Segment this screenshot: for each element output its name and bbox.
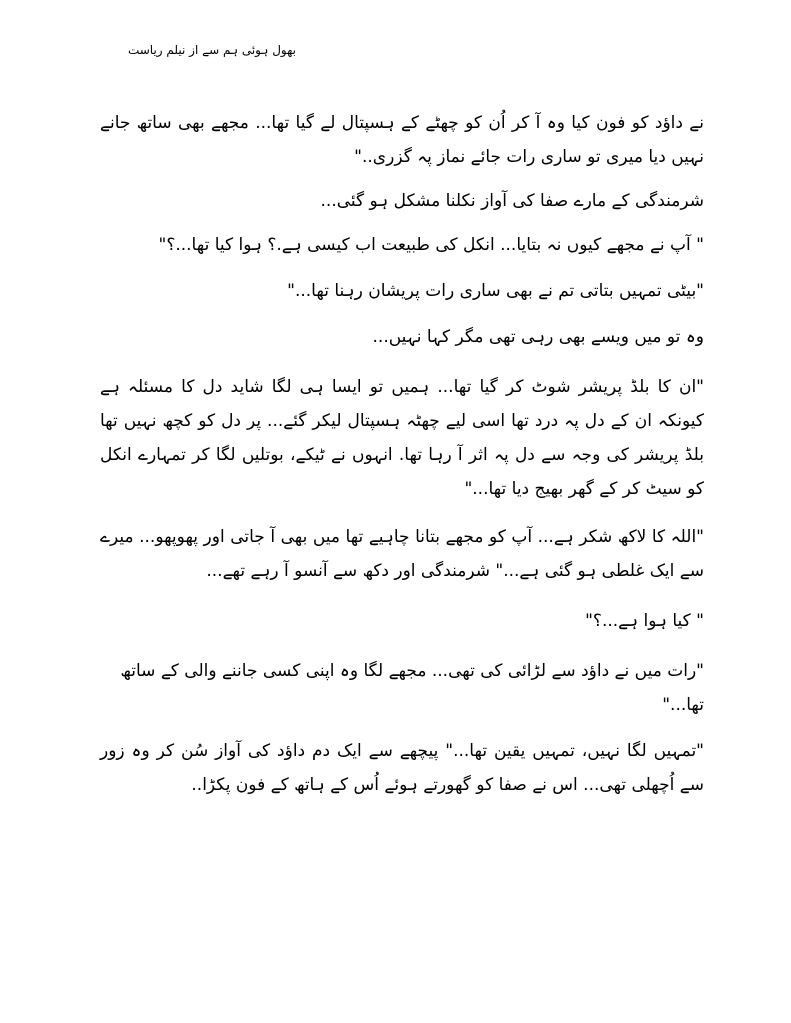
paragraph-3: " آپ نے مجھے کیوں نہ بتایا... انکل کی طبیعت اب کیسی ہے.؟ ہوا کیا تھا...؟" bbox=[158, 235, 704, 255]
paragraph-1: نے داؤد کو فون کیا وہ آ کر اُن کو چھٹے کے ہسپتال لے گیا تھا... مجھے بھی ساتھ جانے نہیں دیا میری تو ساری رات جائے نماز پہ گزری.." bbox=[100, 113, 704, 167]
paragraph-6: "ان کا بلڈ پریشر شوٹ کر گیا تھا... ہمیں تو ایسا ہی لگا شاید دل کا مسئلہ ہے کیونکہ ان کے دل پہ درد تھا اسی لیے چھٹہ ہسپتال لیکر گئے... پر دل کو کچھ نہیں تھا بلڈ پریشر کی وجہ سے دل پہ اثر آ رہا تھا. انہوں نے ٹیکے، بوتلیں لگا کر تمہارے انکل کو سیٹ کر کے گھر بھیج دیا تھا..." bbox=[100, 377, 704, 499]
paragraph-5: وہ تو میں ویسے بھی رہی تھی مگر کہا نہیں... bbox=[372, 327, 704, 347]
paragraph-8: " کیا ہوا ہے...؟" bbox=[585, 611, 704, 631]
paragraph-10: "تمہیں لگا نہیں، تمہیں یقین تھا..." پیچھے سے ایک دم داؤد کی آواز سُن کر وہ زور سے اُچھلی تھی... اس نے صفا کو گھورتے ہوئے اُس کے ہاتھ کے فون پکڑا.. bbox=[100, 741, 704, 795]
paragraph-4: "بیٹی تمہیں بتاتی تم نے بھی ساری رات پریشان رہنا تھا..." bbox=[287, 281, 704, 301]
document-body bbox=[100, 100, 704, 802]
paragraph-2: شرمندگی کے مارے صفا کی آواز نکلنا مشکل ہو گئی... bbox=[320, 191, 704, 211]
paragraph-7: "اللہ کا لاکھ شکر ہے... آپ کو مجھے بتانا چاہیے تھا میں بھی آ جاتی اور پھوپھو... میرے سے ایک غلطی ہو گئی ہے..." شرمندگی اور دکھ سے آنسو آ رہے تھے... bbox=[100, 527, 704, 581]
running-header: بھول ہوئی ہم سے از نیلم ریاست bbox=[127, 43, 296, 57]
paragraph-9: "رات میں نے داؤد سے لڑائی کی تھی... مجھے لگا وہ اپنی کسی جاننے والی کے ساتھ تھا..." bbox=[120, 661, 704, 715]
